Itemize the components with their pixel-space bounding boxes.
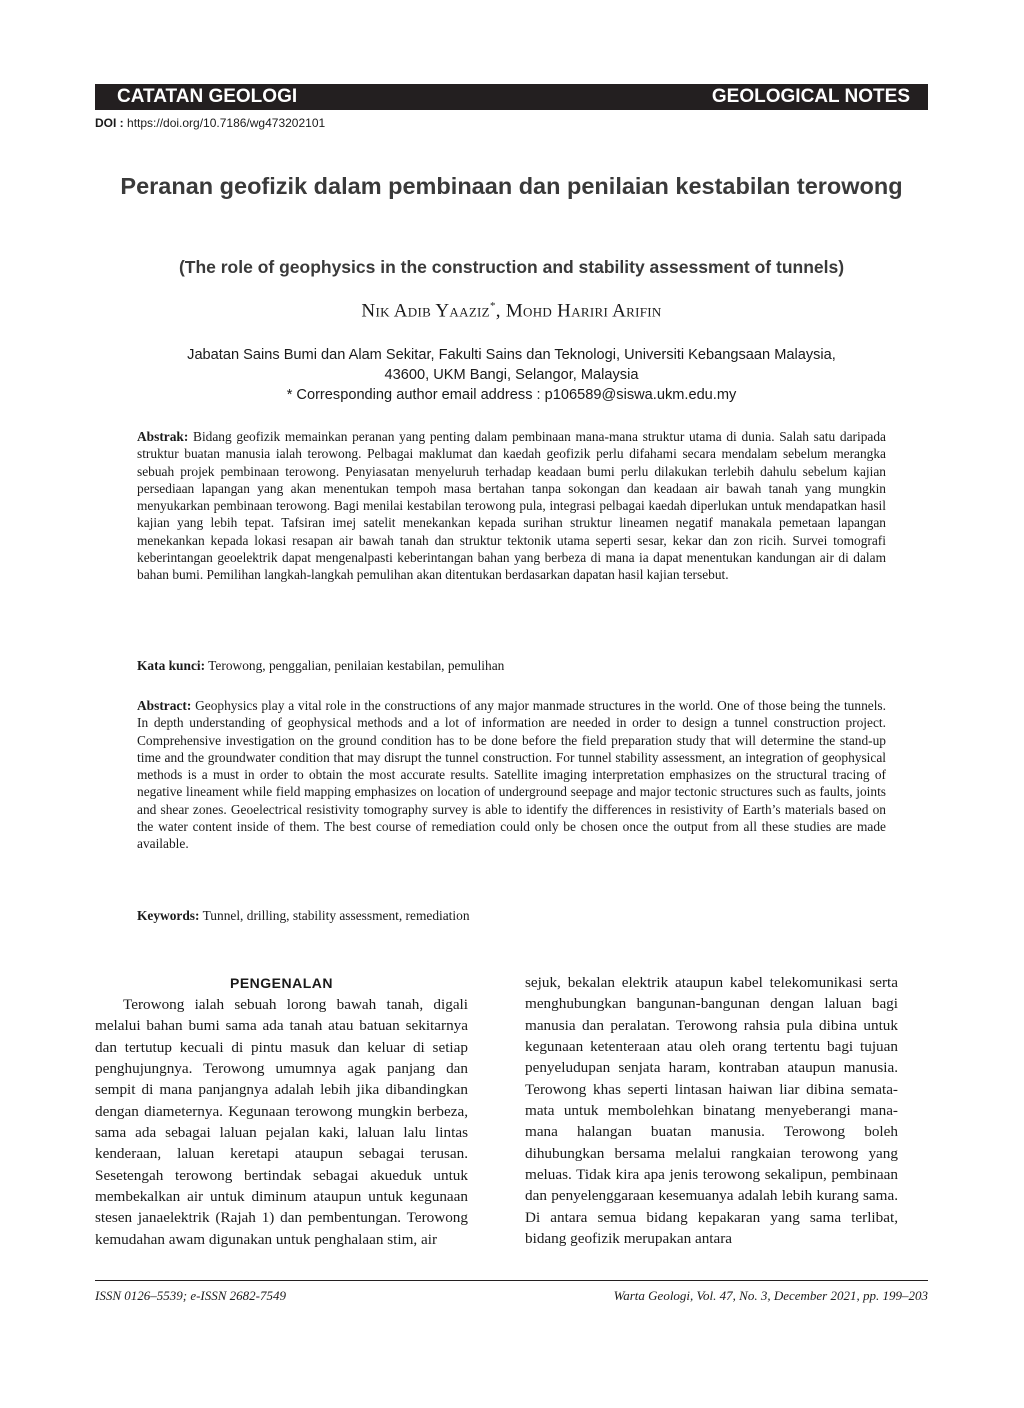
affiliation-line-1: Jabatan Sains Bumi dan Alam Sekitar, Fakulti Sains dan Teknologi, Universiti Kebangsaan Malaysia, [187,347,836,363]
abstrak-paragraph [137,428,886,584]
body-column-left [95,972,468,1250]
section-heading: PENGENALAN [229,975,333,991]
abstract-label: Abstract: [137,698,192,713]
abstract-paragraph [137,697,886,853]
keywords-line [137,907,886,924]
body-column-right [525,972,898,1249]
affiliation-block [95,345,928,405]
abstrak-text: Bidang geofizik memainkan peranan yang penting dalam pembinaan mana-mana struktur utama di dunia. Salah satu daripada struktur buatan manusia ialah terowong. Pelbagai maklumat dan kaedah geofizik perlu difahami secara mendalam sebelum merangka sebuah projek pembinaan terowong. Penyiasatan menyeluruh terhadap keadaan bumi perlu dilakukan terlebih dahulu sebelum kajian persediaan lapangan yang akan menentukan tempoh masa bertahan tanpa sokongan dan keadaan air bawah tanah yang mungkin menyukarkan pembinaan terowong. Bagi menilai kestabilan terowong pula, integrasi pelbagai kaedah diperlukan untuk mendapatkan hasil kajian yang lebih tepat. Tafsiran imej satelit menekankan kepada surihan struktur lineamen negatif manakala pemetaan lapangan menekankan kepada lokasi resapan air bawah tanah dan struktur tektonik utama seperti sesar, kekar dan zon ricih. Survei tomografi keberintangan geoelektrik dapat mengenalpasti keberintangan bahan yang berbeza di mana ia dapat menentukan kandungan air di dalam bahan bumi. Pemilihan langkah-langkah pemulihan akan ditentukan berdasarkan dapatan hasil kajian tersebut. [137,429,886,583]
banner-left-label: CATATAN GEOLOGI [117,86,298,107]
abstract-text: Geophysics play a vital role in the constructions of any major manmade structures in the world. One of those being the tunnels. In depth understanding of geophysical methods and a lot of information are needed in order to design a tunnel construction project. Comprehensive investigation on the ground condition has to be done before the field preparation study that will determine the stand-up time and the groundwater condition that may disrupt the tunnel construction. For tunnel stability assessment, an integration of geophysical methods is a must in order to obtain the most accurate results. Satellite imaging interpretation emphasizes on the structural tracing of negative lineament while field mapping emphasizes on location of underground seepage and major tectonic structures such as faults, joints and shear zones. Geoelectrical resistivity tomography survey is able to identify the differences in resistivity of Earth’s materials based on the water content inside of them. The best course of remediation could only be chosen once the output from all these studies are made available. [137,698,886,852]
abstrak-label: Abstrak: [137,429,189,444]
affiliation-line-2: 43600, UKM Bangi, Selangor, Malaysia [384,367,639,383]
footer-rule [95,1280,928,1281]
body-paragraph-2: sejuk, bekalan elektrik ataupun kabel telekomunikasi serta menghubungkan bangunan-bangunan dengan laluan bagi manusia dan peralatan. Terowong rahsia pula dibina untuk kegunaan ketenteraan atau oleh orang tertentu bagi tujuan penyeludupan senjata haram, kontraban ataupun manusia. Terowong khas seperti lintasan haiwan liar dibina semata-mata untuk membolehkan binatang menyeberangi mana-mana halangan buatan manusia. Terowong boleh dihubungkan bersama melalui rangkaian terowong yang meluas. Tidak kira apa jenis terowong sekalipun, pembinaan dan penyelenggaraan kesemuanya adalah lebih kurang sama. Di antara semua bidang kepakaran yang sama terlibat, bidang geofizik merupakan antara [525,974,898,1248]
paper-title: Peranan geofizik dalam pembinaan dan penilaian kestabilan terowong [120,173,903,199]
paper-subtitle: (The role of geophysics in the construction and stability assessment of tunnels) [178,257,845,277]
doi-line [95,116,325,130]
body-paragraph-1: Terowong ialah sebuah lorong bawah tanah, digali melalui bahan bumi sama ada tanah atau batuan sekitarnya dan tertutup kecuali di pintu masuk dan keluar di setiap penghujungnya. Terowong umumnya agak panjang dan sempit di mana panjangnya adalah lebih jika dibandingkan dengan diameternya. Kegunaan terowong mungkin berbeza, sama ada sebagai laluan pejalan kaki, laluan lalu lintas kenderaan, laluan keretapi ataupun sebagai terusan. Sesetengah terowong bertindak sebagai akueduk untuk membekalkan air untuk diminum ataupun untuk kegunaan stesen janaelektrik (Rajah 1) dan pembentungan. Terowong kemudahan awam digunakan untuk penghalaan stim, air [95,996,468,1248]
footer-issn: ISSN 0126–5539; e-ISSN 2682-7549 [95,1288,287,1303]
corresponding-email: * Corresponding author email address : p106589@siswa.ukm.edu.my [286,387,737,403]
corresponding-mark: * [489,300,496,312]
doi-label: DOI : [95,116,124,130]
banner-right-label: GEOLOGICAL NOTES [711,86,910,107]
footer-citation: Warta Geologi, Vol. 47, No. 3, December 2021, pp. 199–203 [613,1288,928,1303]
header-banner [95,84,928,110]
keywords-label: Keywords: [137,908,200,923]
keywords-text: Tunnel, drilling, stability assessment, remediation [199,908,470,923]
author-separator: , [495,300,506,322]
author-list [95,300,928,322]
kata-kunci-text: Terowong, penggalian, penilaian kestabilan, pemulihan [205,658,505,673]
kata-kunci-label: Kata kunci: [137,658,206,673]
author-1: Nik Adib Yaaziz [361,300,490,322]
kata-kunci-line [137,657,886,674]
author-2: Mohd Hariri Arifin [505,300,662,322]
doi-link[interactable]: https://doi.org/10.7186/wg473202101 [127,116,326,130]
